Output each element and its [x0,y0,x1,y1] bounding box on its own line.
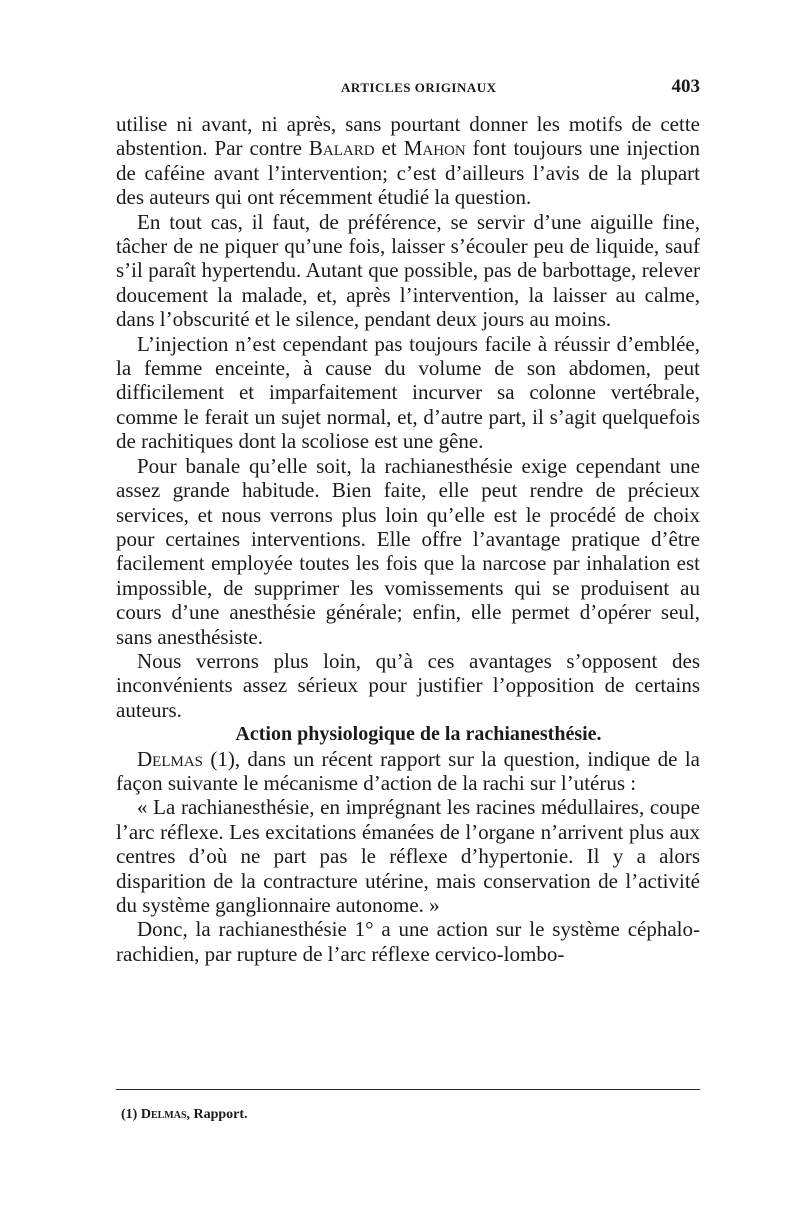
section-heading: Action physiologique de la rachianesthésie. [235,723,602,746]
author-name: Mahon [403,136,466,161]
paragraph [116,747,700,796]
text-run: En tout cas, il faut, de préférence, se servir d’une aiguille fine, tâcher de ne piquer qu’une fois, laisser s’écouler peu de liquide, sauf s’il paraît hypertendu. Autant que possible, pas de barbottage, relever doucement la malade, et, après l’intervention, la laisser au calme, dans l’obscurité et le silence, pendant deux jours au moins. [116,209,700,332]
footnote [121,1107,248,1123]
paragraph [116,112,700,210]
paragraph [116,649,700,722]
text-run: « La rachianesthésie, en imprégnant les racines médullaires, coupe l’arc réflexe. Les excitations émanées de l’organe n’arrivent plus aux centres d’où ne part pas le réflexe d’hypertonie. Il y a alors disparition de la contracture utérine, mais conservation de l’activité du système ganglionnaire autonome. » [116,795,700,917]
text-run: Pour banale qu’elle soit, la rachianesthésie exige cependant une assez grande habitude. Bien faite, elle peut rendre de précieux services, et nous verrons plus loin qu’elle est le procédé de choix pour certaines interventions. Elle offre l’avantage pratique d’être facilement employée toutes les fois que la narcose par inhalation est impossible, de supprimer les vomissements qui se produisent au cours d’une anesthésie générale; enfin, elle permet d’opérer seul, sans anesthésiste. [116,453,700,649]
paragraph [116,917,700,966]
paragraph [116,454,700,649]
text-run: Nous verrons plus loin, qu’à ces avantages s’opposent des inconvénients assez sérieux pour justifier l’opposition de certains auteurs. [116,648,700,722]
paragraph [116,795,700,917]
text-run: (1), dans un récent rapport sur la question, indique de la façon suivante le mécanisme d’action de la rachi sur l’utérus : [116,746,700,795]
author-name: Balard [308,136,375,161]
paragraph [116,332,700,454]
page-number: 403 [671,76,700,97]
text-run: utilise ni avant, ni après, sans pourtant donner les motifs de cette abstention. Par contre [116,112,700,161]
footnote-text: , Rapport. [186,1107,248,1122]
text-run: font toujours une injection de caféine avant l’intervention; c’est d’ailleurs l’avis de la plupart des auteurs qui ont récemment étudié la question. [116,136,701,210]
footnote-divider [116,1089,700,1090]
paragraphs-after-heading [116,747,700,967]
text-run: et [374,136,404,161]
running-header [116,76,700,100]
footnote-author: Delmas [140,1107,187,1122]
author-name: Delmas [137,746,204,771]
text-run: L’injection n’est cependant pas toujours facile à réussir d’emblée, la femme enceinte, à cause du volume de son abdomen, peut difficilement et imparfaitement incurver sa colonne vertébrale, comme le ferait un sujet normal, et, d’autre part, il s’agit quelquefois de rachitiques dont la scoliose est une gêne. [116,331,700,454]
paragraphs-before-heading [116,112,700,722]
paragraph [116,210,700,332]
text-run: Donc, la rachianesthésie 1° a une action sur le système céphalo-rachidien, par rupture de l’arc réflexe cervico-lombo- [116,917,700,966]
article-body [116,112,700,966]
running-title: ARTICLES ORIGINAUX [341,80,497,95]
footnote-marker: (1) [121,1107,138,1122]
